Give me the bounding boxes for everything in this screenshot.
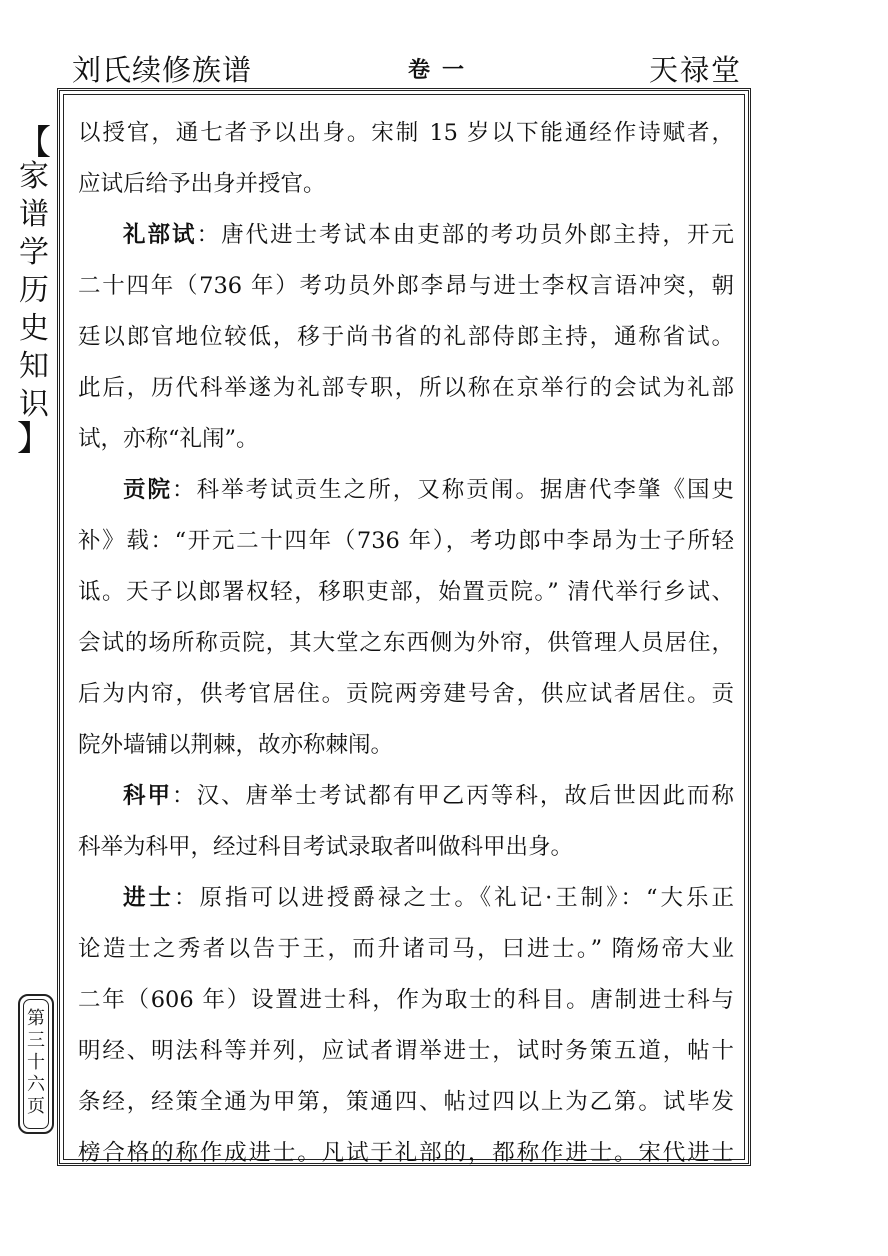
text-line-body: 诋。天子以郎署权轻，移职吏部，始置贡院。” 清代举行乡试、: [78, 579, 734, 605]
glossary-term: 礼部试: [123, 222, 197, 248]
text-line-body: ：唐代进士考试本由吏部的考功员外郎主持，开元: [196, 222, 734, 248]
header-hall-name: 天禄堂: [648, 53, 742, 87]
text-line: [78, 1128, 734, 1179]
page-number: [20, 1008, 52, 1118]
page-number-tab: [18, 994, 54, 1134]
side-title-open-bracket: 【: [17, 123, 51, 163]
text-line: [78, 618, 734, 669]
text-line: [78, 1077, 734, 1128]
text-line-body: 廷以郎官地位较低，移于尚书省的礼部侍郎主持，通称省试。: [78, 324, 734, 350]
header-title: 刘氏续修族谱: [72, 53, 253, 87]
text-line: [78, 363, 734, 414]
side-title-char: 识: [19, 387, 49, 422]
body-text: [78, 108, 734, 1179]
text-line-body: 条经，经策全通为甲第，策通四、帖过四以上为乙第。试毕发: [78, 1089, 734, 1115]
page-number-char: 六: [27, 1074, 45, 1095]
text-line: [78, 720, 734, 771]
page-number-char: 页: [27, 1096, 45, 1117]
text-line: [78, 669, 734, 720]
text-line: [78, 924, 734, 975]
text-line-body: 榜合格的称作成进士。凡试于礼部的，都称作进士。宋代进士: [78, 1140, 734, 1166]
text-line: [78, 567, 734, 618]
text-line-body: ：原指可以进授爵禄之士。《礼记·王制》：“大乐正: [174, 885, 734, 911]
text-line-body: 明经、明法科等并列，应试者谓举进士，试时务策五道，帖十: [78, 1038, 734, 1064]
side-title-char: 知: [19, 349, 49, 384]
page-number-char: 十: [27, 1052, 45, 1073]
side-title-char: 学: [19, 235, 49, 270]
text-line: [78, 975, 734, 1026]
glossary-term: 科甲: [123, 783, 173, 809]
text-line-body: 以授官，通七者予以出身。宋制 15 岁以下能通经作诗赋者，: [78, 120, 734, 146]
glossary-term: 贡院: [123, 477, 173, 503]
text-line: [78, 771, 734, 822]
text-line: [78, 414, 734, 465]
text-line: [78, 261, 734, 312]
text-line: [78, 873, 734, 924]
text-line-body: 应试后给予出身并授官。: [78, 171, 326, 197]
text-line-body: 二年（606 年）设置进士科，作为取士的科目。唐制进士科与: [78, 987, 734, 1013]
side-title-char: 历: [19, 273, 49, 308]
text-line-body: 论造士之秀者以告于王，而升诸司马，曰进士。” 隋炀帝大业: [78, 936, 734, 962]
text-line-body: 院外墙铺以荆棘，故亦称棘闱。: [78, 732, 394, 758]
text-line-body: ：汉、唐举士考试都有甲乙丙等科，故后世因此而称: [172, 783, 734, 809]
side-title-close-bracket: 】: [17, 419, 51, 459]
glossary-term: 进士: [123, 885, 174, 911]
text-line-body: ：科举考试贡生之所，又称贡闱。据唐代李肇《国史: [172, 477, 734, 503]
text-line: [78, 465, 734, 516]
side-title-char: 史: [19, 311, 49, 346]
page-number-char: 第: [27, 1008, 45, 1029]
text-line: [78, 312, 734, 363]
page-number-char: 三: [27, 1030, 45, 1051]
text-line: [78, 108, 734, 159]
text-line: [78, 1026, 734, 1077]
text-line-body: 会试的场所称贡院，其大堂之东西侧为外帘，供管理人员居住，: [78, 630, 734, 656]
side-title-char: 家: [19, 159, 49, 194]
text-line-body: 补》载：“开元二十四年（736 年），考功郎中李昂为士子所轻: [78, 528, 734, 554]
text-line: [78, 159, 734, 210]
side-title-char: 谱: [19, 197, 49, 232]
side-section-title: [14, 123, 54, 459]
text-line: [78, 210, 734, 261]
text-line-body: 二十四年（736 年）考功员外郎李昂与进士李权言语冲突，朝: [78, 273, 734, 299]
text-line-body: 科举为科甲，经过科目考试录取者叫做科甲出身。: [78, 834, 574, 860]
text-line-body: 后为内帘，供考官居住。贡院两旁建号舍，供应试者居住。贡: [78, 681, 734, 707]
text-line-body: 试，亦称“礼闱”。: [78, 426, 259, 452]
text-line-body: 此后，历代科举遂为礼部专职，所以称在京举行的会试为礼部: [78, 375, 734, 401]
header-volume: 卷一: [408, 57, 477, 83]
text-line: [78, 516, 734, 567]
text-line: [78, 822, 734, 873]
